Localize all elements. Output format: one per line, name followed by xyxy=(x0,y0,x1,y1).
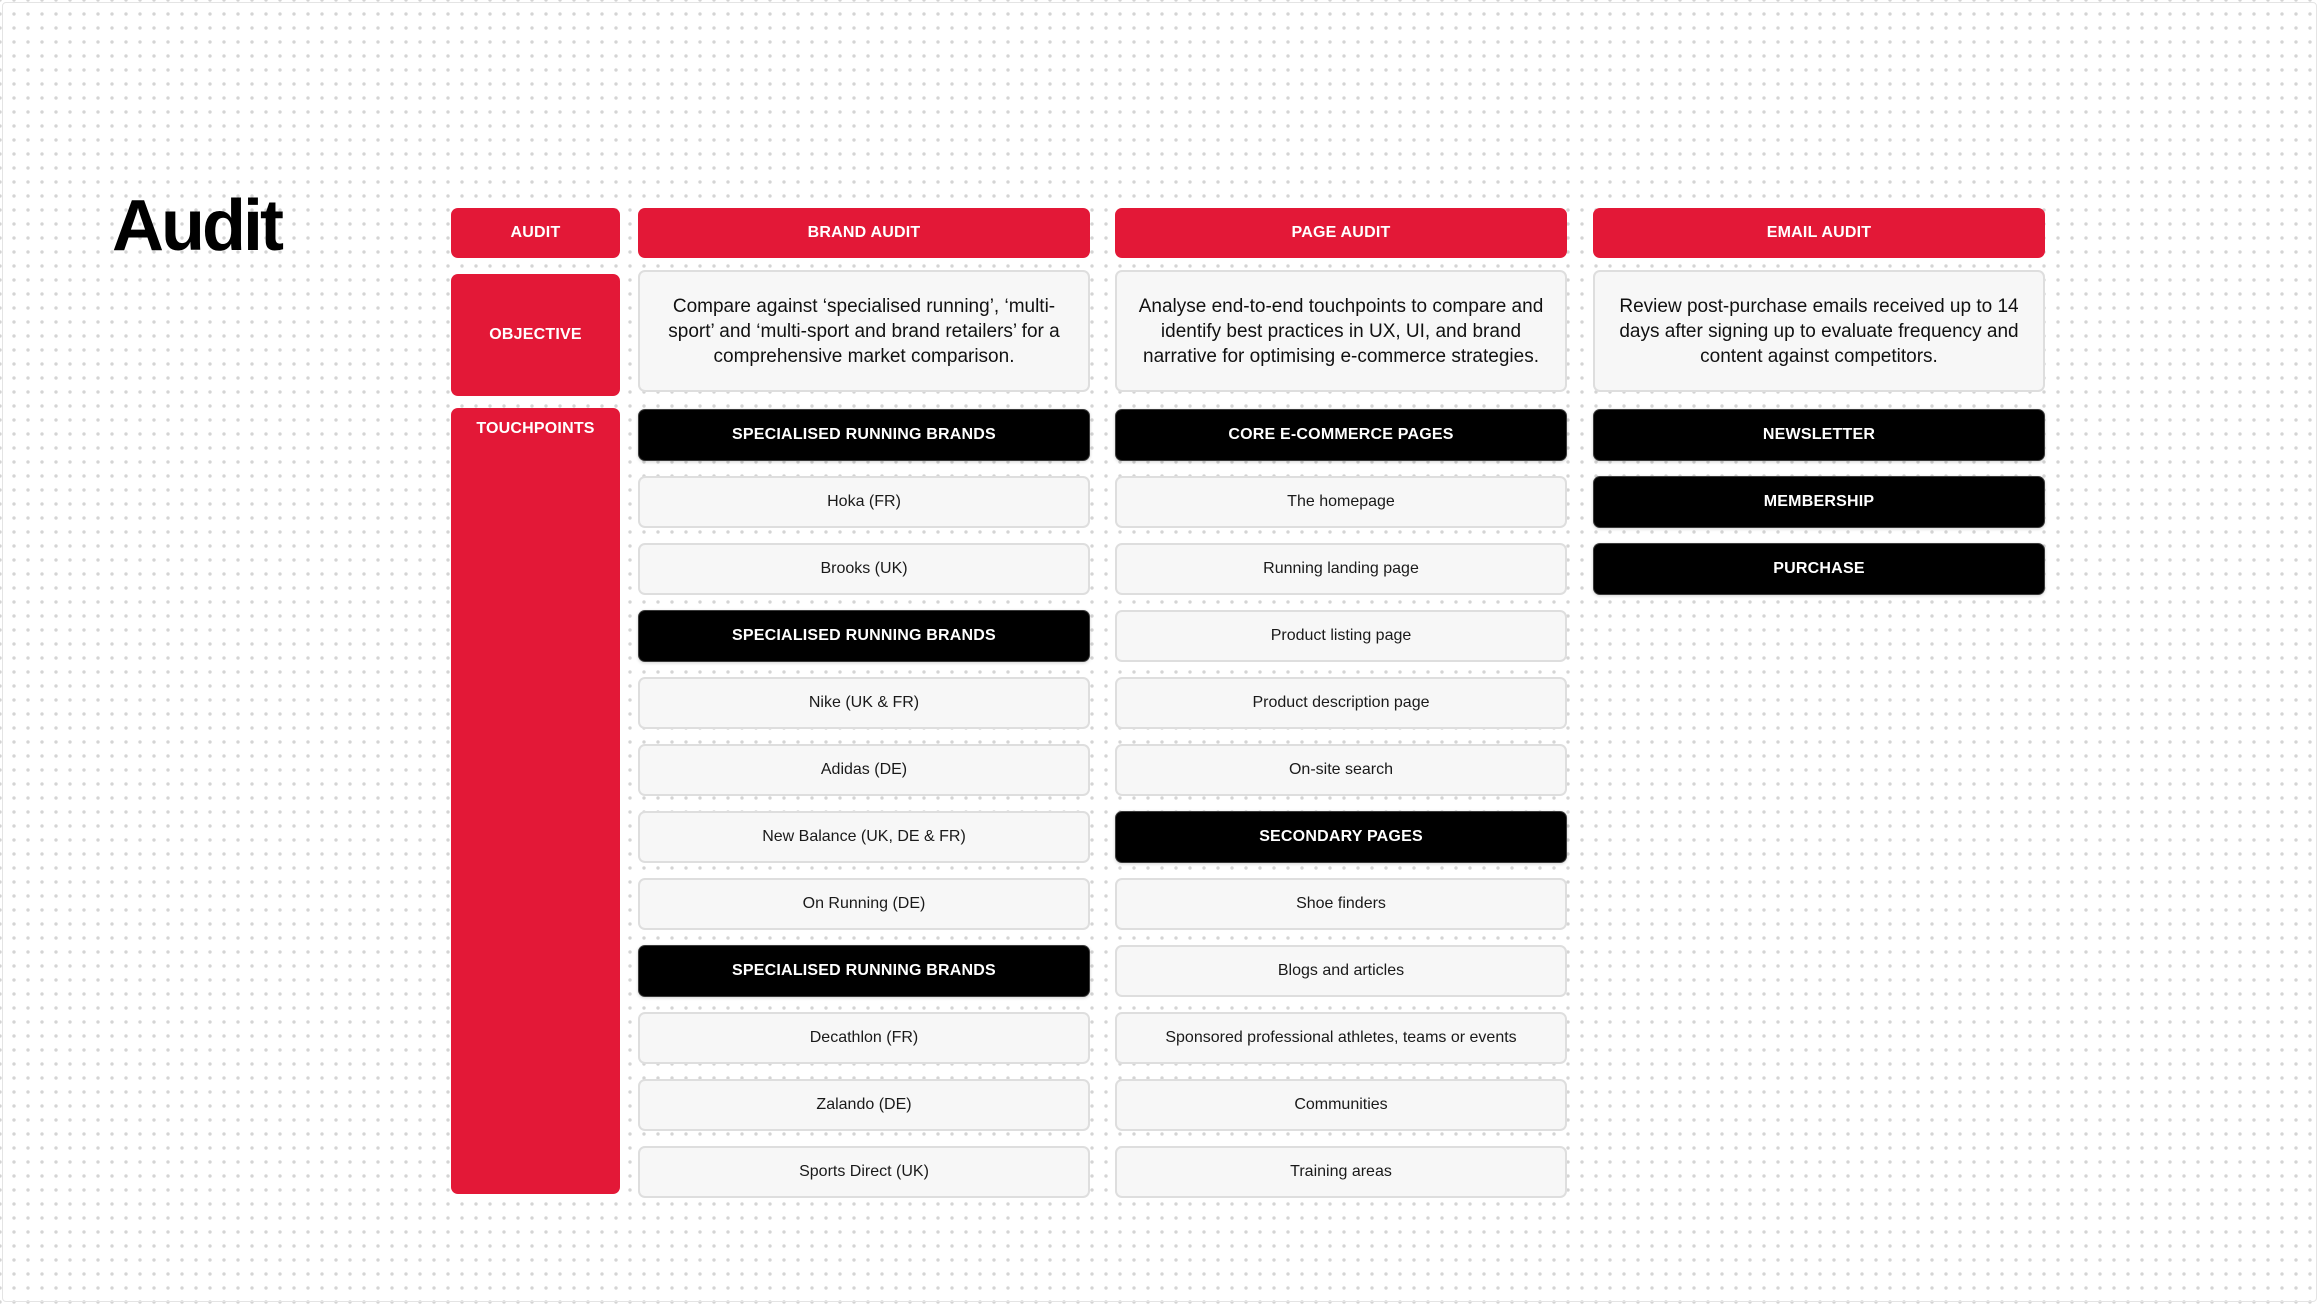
brand-audit-header: BRAND AUDIT xyxy=(638,208,1090,258)
page-touchpoint-item: Product description page xyxy=(1115,677,1567,729)
page-touchpoint-item: Communities xyxy=(1115,1079,1567,1131)
brand-section-header: SPECIALISED RUNNING BRANDS xyxy=(638,945,1090,997)
brand-touchpoint-item: Adidas (DE) xyxy=(638,744,1090,796)
page-audit-objective: Analyse end-to-end touchpoints to compare and identify best practices in UX, UI, and brand narrative for optimising e-commerce strategies. xyxy=(1115,270,1567,392)
page-section-header: SECONDARY PAGES xyxy=(1115,811,1567,863)
page-touchpoint-item: Shoe finders xyxy=(1115,878,1567,930)
email-audit-objective: Review post-purchase emails received up to 14 days after signing up to evaluate frequency and content against competitors. xyxy=(1593,270,2045,392)
page-touchpoint-item: Sponsored professional athletes, teams or events xyxy=(1115,1012,1567,1064)
page-touchpoint-item: Training areas xyxy=(1115,1146,1567,1198)
email-section-header: MEMBERSHIP xyxy=(1593,476,2045,528)
page-touchpoint-item: Blogs and articles xyxy=(1115,945,1567,997)
email-section-header: NEWSLETTER xyxy=(1593,409,2045,461)
page-touchpoint-item: Product listing page xyxy=(1115,610,1567,662)
brand-touchpoint-item: Hoka (FR) xyxy=(638,476,1090,528)
brand-section-header: SPECIALISED RUNNING BRANDS xyxy=(638,409,1090,461)
row-label-touchpoints: TOUCHPOINTS xyxy=(451,408,620,1194)
page-section-header: CORE E-COMMERCE PAGES xyxy=(1115,409,1567,461)
email-audit-header: EMAIL AUDIT xyxy=(1593,208,2045,258)
brand-touchpoint-item: Nike (UK & FR) xyxy=(638,677,1090,729)
row-label-audit: AUDIT xyxy=(451,208,620,258)
brand-touchpoint-item: Sports Direct (UK) xyxy=(638,1146,1090,1198)
page-title: Audit xyxy=(112,186,281,266)
page-touchpoint-item: Running landing page xyxy=(1115,543,1567,595)
brand-touchpoint-item: Decathlon (FR) xyxy=(638,1012,1090,1064)
brand-touchpoint-item: On Running (DE) xyxy=(638,878,1090,930)
page-touchpoint-item: On-site search xyxy=(1115,744,1567,796)
brand-touchpoint-item: New Balance (UK, DE & FR) xyxy=(638,811,1090,863)
brand-audit-objective: Compare against ‘specialised running’, ‘multi-sport’ and ‘multi-sport and brand retailers’ for a comprehensive market comparison. xyxy=(638,270,1090,392)
row-label-objective: OBJECTIVE xyxy=(451,274,620,396)
page-audit-header: PAGE AUDIT xyxy=(1115,208,1567,258)
brand-touchpoint-item: Brooks (UK) xyxy=(638,543,1090,595)
brand-section-header: SPECIALISED RUNNING BRANDS xyxy=(638,610,1090,662)
page-touchpoint-item: The homepage xyxy=(1115,476,1567,528)
brand-touchpoint-item: Zalando (DE) xyxy=(638,1079,1090,1131)
email-section-header: PURCHASE xyxy=(1593,543,2045,595)
